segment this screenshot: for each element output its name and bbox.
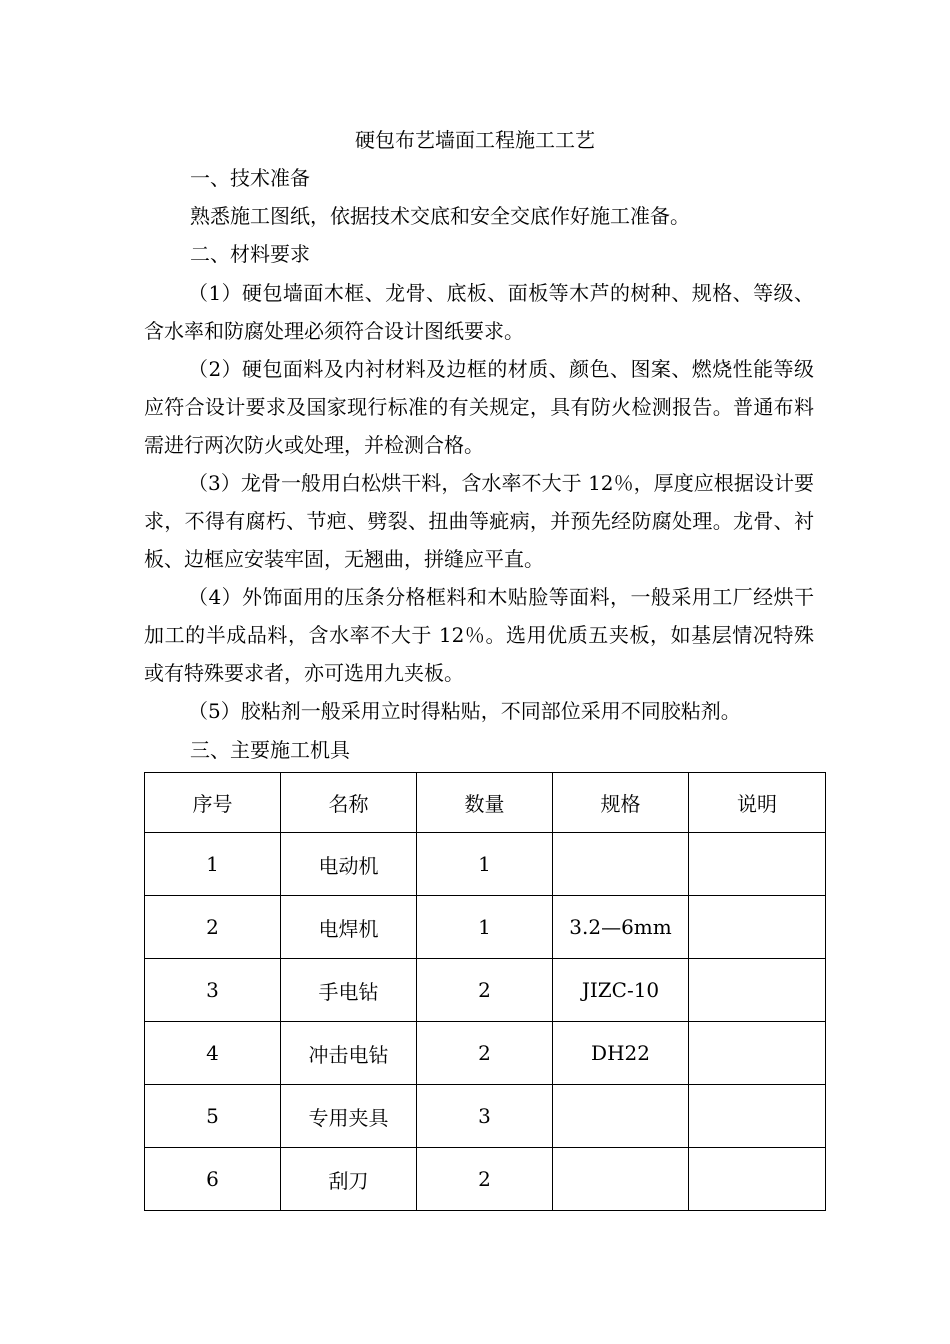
material-item-3: （3）龙骨一般用白松烘干料，含水率不大于 12％，厚度应根据设计要求，不得有腐朽、节疤、劈裂、扭曲等疵病，并预先经防腐处理。龙骨、衬板、边框应安装牢固，无翘曲，拼缝应平直。 bbox=[144, 471, 814, 571]
table-row bbox=[145, 1022, 826, 1085]
section-heading-materials: 二、材料要求 bbox=[190, 242, 310, 266]
table-cell: 4 bbox=[145, 1022, 281, 1085]
table-cell: 专用夹具 bbox=[281, 1085, 417, 1148]
section-text-tech-prep: 熟悉施工图纸，依据技术交底和安全交底作好施工准备。 bbox=[190, 204, 690, 228]
table-cell: 3 bbox=[145, 959, 281, 1022]
section-heading-tools: 三、主要施工机具 bbox=[190, 738, 350, 762]
table-cell: 1 bbox=[417, 896, 553, 959]
table-cell: 2 bbox=[417, 959, 553, 1022]
table-row bbox=[145, 959, 826, 1022]
table-row bbox=[145, 1148, 826, 1211]
table-row bbox=[145, 896, 826, 959]
table-cell: DH22 bbox=[553, 1022, 689, 1085]
table-cell bbox=[689, 1085, 826, 1148]
table-cell bbox=[553, 1085, 689, 1148]
table-header-cell: 规格 bbox=[553, 773, 689, 833]
table-cell bbox=[689, 1022, 826, 1085]
table-header-row bbox=[145, 773, 826, 833]
table-cell: JIZC-10 bbox=[553, 959, 689, 1022]
table-cell: 冲击电钻 bbox=[281, 1022, 417, 1085]
document-title: 硬包布艺墙面工程施工工艺 bbox=[355, 128, 595, 152]
table-cell bbox=[689, 896, 826, 959]
table-cell: 手电钻 bbox=[281, 959, 417, 1022]
material-item-4: （4）外饰面用的压条分格框料和木贴脸等面料，一般采用工厂经烘干加工的半成品料，含水率不大于 12％。选用优质五夹板，如基层情况特殊或有特殊要求者，亦可选用九夹板。 bbox=[144, 585, 814, 685]
table-cell bbox=[689, 959, 826, 1022]
table-row bbox=[145, 1085, 826, 1148]
table-cell: 6 bbox=[145, 1148, 281, 1211]
table-cell: 3.2—6mm bbox=[553, 896, 689, 959]
table-cell: 电焊机 bbox=[281, 896, 417, 959]
table-header-cell: 数量 bbox=[417, 773, 553, 833]
table-header-cell: 说明 bbox=[689, 773, 826, 833]
table-cell bbox=[689, 833, 826, 896]
table-cell bbox=[553, 1148, 689, 1211]
material-item-2: （2）硬包面料及内衬材料及边框的材质、颜色、图案、燃烧性能等级应符合设计要求及国家现行标准的有关规定，具有防火检测报告。普通布料需进行两次防火或处理，并检测合格。 bbox=[144, 357, 814, 457]
table-header-cell: 序号 bbox=[145, 773, 281, 833]
table-row bbox=[145, 833, 826, 896]
table-cell: 5 bbox=[145, 1085, 281, 1148]
table-cell: 2 bbox=[145, 896, 281, 959]
table-cell bbox=[553, 833, 689, 896]
tools-table bbox=[144, 772, 826, 1211]
table-cell: 2 bbox=[417, 1148, 553, 1211]
table-cell: 刮刀 bbox=[281, 1148, 417, 1211]
table-cell: 3 bbox=[417, 1085, 553, 1148]
table-cell: 1 bbox=[417, 833, 553, 896]
table-cell: 2 bbox=[417, 1022, 553, 1085]
table-cell: 电动机 bbox=[281, 833, 417, 896]
table-cell: 1 bbox=[145, 833, 281, 896]
material-item-5: （5）胶粘剂一般采用立时得粘贴，不同部位采用不同胶粘剂。 bbox=[188, 699, 741, 723]
table-cell bbox=[689, 1148, 826, 1211]
table-header-cell: 名称 bbox=[281, 773, 417, 833]
material-item-1: （1）硬包墙面木框、龙骨、底板、面板等木芦的树种、规格、等级、含水率和防腐处理必须符合设计图纸要求。 bbox=[144, 281, 814, 343]
section-heading-tech-prep: 一、技术准备 bbox=[190, 166, 310, 190]
